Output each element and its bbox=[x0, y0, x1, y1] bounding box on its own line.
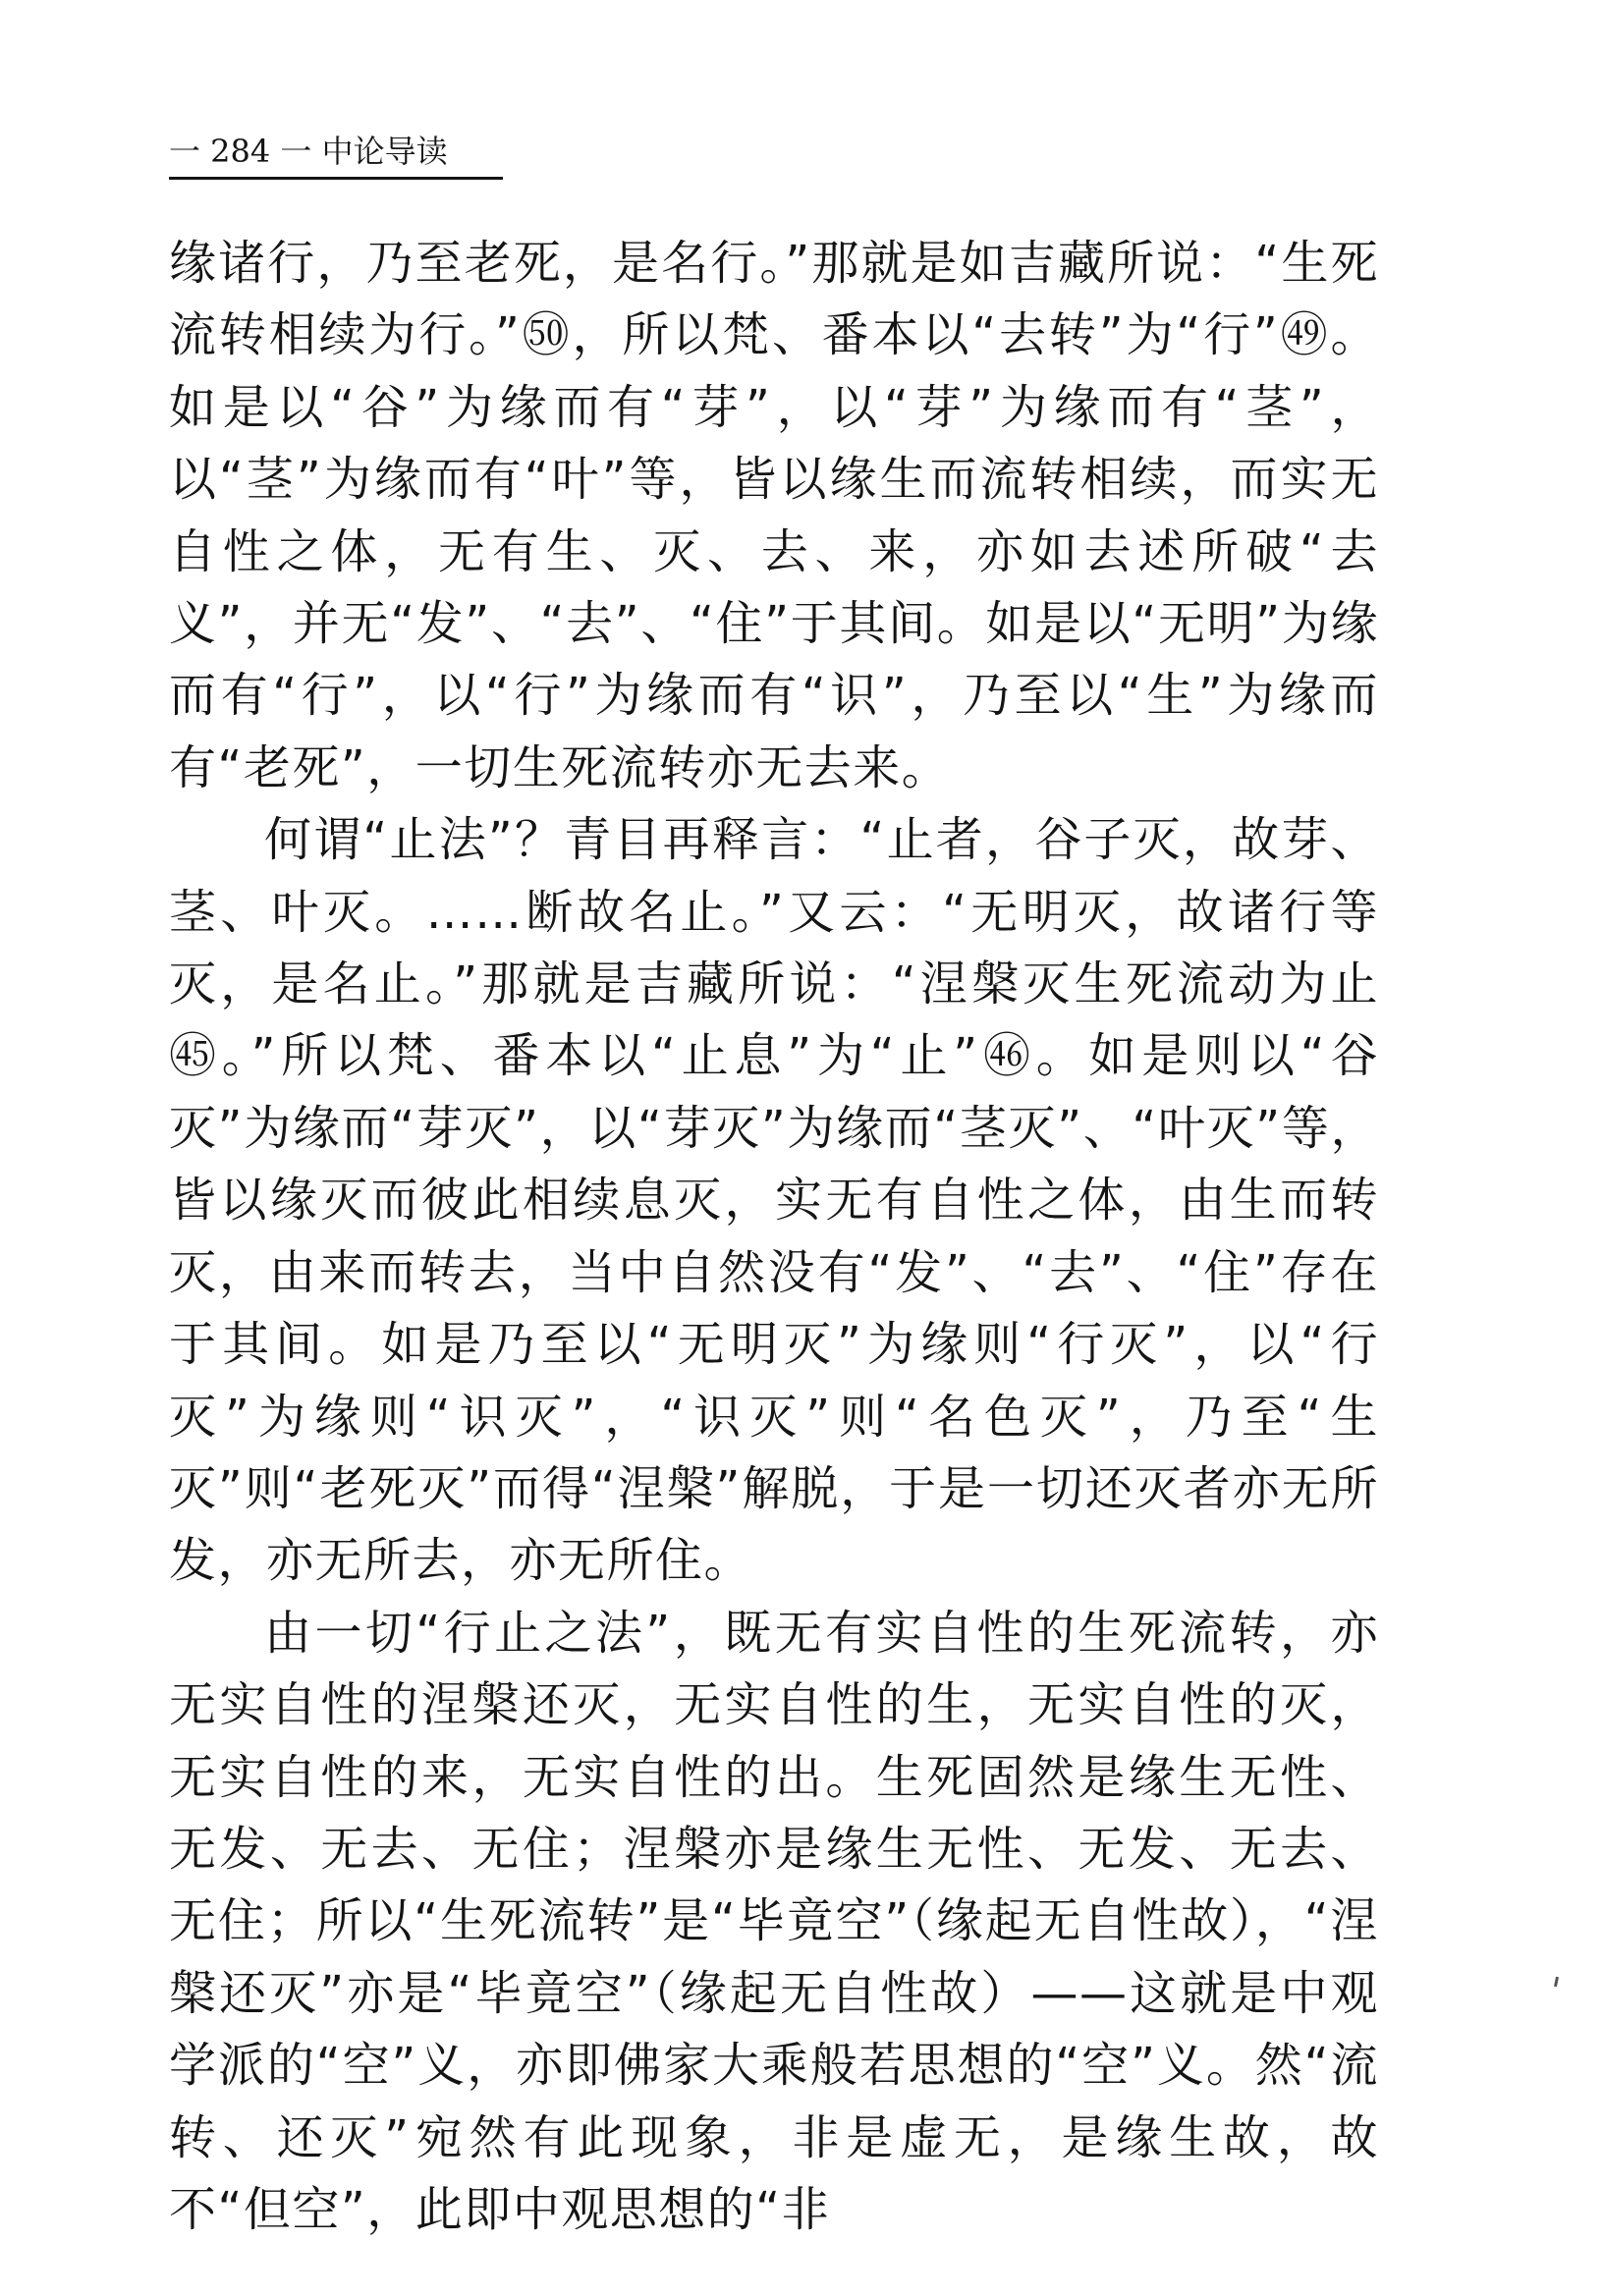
paragraph-1: 缘诸行，乃至老死，是名行。”那就是如吉藏所说：“生死流转相续为行。”㊿，所以梵、番本以“去转”为“行”㊾。如是以“谷”为缘而有“芽”，以“芽”为缘而有“茎”，以“茎”为缘而有“叶”等，皆以缘生而流转相续，而实无自性之体，无有生、灭、去、来，亦如去述所破“去义”，并无“发”、“去”、“住”于其间。如是以“无明”为缘而有“行”，以“行”为缘而有“识”，乃至以“生”为缘而有“老死”，一切生死流转亦无去来。 bbox=[169, 236, 1379, 795]
paragraph-3: 由一切“行止之法”，既无有实自性的生死流转，亦无实自性的涅槃还灭，无实自性的生，无实自性的灭，无实自性的来，无实自性的出。生死固然是缘生无性、无发、无去、无住；涅槃亦是缘生无性、无发、无去、无住；所以“生死流转”是“毕竟空”（缘起无自性故），“涅槃还灭”亦是“毕竟空”（缘起无自性故）——这就是中观学派的“空”义，亦即佛家大乘般若思想的“空”义。然“流转、还灭”宛然有此现象，非是虚无，是缘生故，故不“但空”，此即中观思想的“非 bbox=[169, 1605, 1379, 2237]
header-rule bbox=[169, 177, 503, 180]
scan-speck bbox=[1554, 1977, 1559, 1987]
paragraph-2: 何谓“止法”？青目再释言：“止者，谷子灭，故芽、茎、叶灭。……断故名止。”又云：“无明灭，故诸行等灭，是名止。”那就是吉藏所说：“涅槃灭生死流动为止㊺。”所以梵、番本以“止息”为“止”㊻。如是则以“谷灭”为缘而“芽灭”，以“芽灭”为缘而“茎灭”、“叶灭”等，皆以缘灭而彼此相续息灭，实无有自性之体，由生而转灭，由来而转去，当中自然没有“发”、“去”、“住”存在于其间。如是乃至以“无明灭”为缘则“行灭”，以“行灭”为缘则“识灭”，“识灭”则“名色灭”，乃至“生灭”则“老死灭”而得“涅槃”解脱，于是一切还灭者亦无所发，亦无所去，亦无所住。 bbox=[169, 812, 1379, 1589]
running-header: 一 284 一 中论导读 bbox=[169, 133, 448, 170]
body-text bbox=[169, 228, 1379, 2246]
